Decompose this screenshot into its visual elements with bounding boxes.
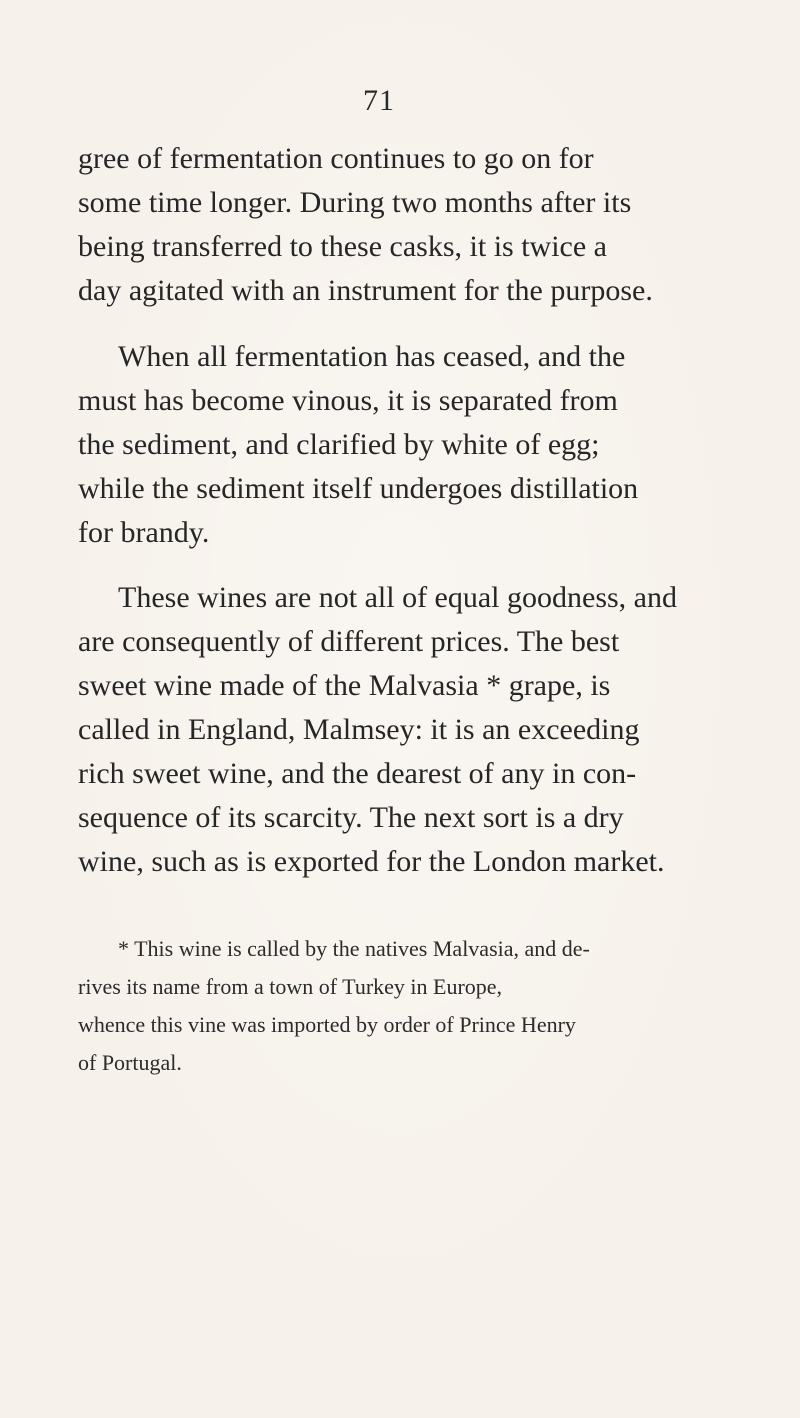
text-line: being transferred to these casks, it is twice a [78, 230, 607, 263]
text-line: sequence of its scarcity. The next sort is a dry [78, 801, 624, 834]
footnote-line: rives its name from a town of Turkey in Europe, [78, 974, 503, 999]
text-line: day agitated with an instrument for the purpose. [78, 274, 653, 307]
text-line: called in England, Malmsey: it is an exceeding [78, 713, 640, 746]
footnote-line: whence this vine was imported by order of Prince Henry [78, 1012, 576, 1037]
paragraph-wine-prices [78, 576, 680, 884]
paragraph-clarification [78, 335, 680, 555]
text-line: while the sediment itself undergoes distillation [78, 472, 639, 505]
page-number: 71 [363, 84, 395, 117]
paragraph-fermentation [78, 137, 680, 313]
text-line: rich sweet wine, and the dearest of any in con- [78, 757, 637, 790]
text-line: gree of fermentation continues to go on for [78, 142, 594, 175]
text-line: the sediment, and clarified by white of egg; [78, 428, 600, 461]
text-line: some time longer. During two months after its [78, 186, 632, 219]
text-line: sweet wine made of the Malvasia * grape, is [78, 669, 611, 702]
text-line: for brandy. [78, 516, 210, 549]
text-line: These wines are not all of equal goodness, and [118, 581, 677, 614]
text-line: wine, such as is exported for the London market. [78, 845, 665, 878]
footnote [78, 930, 680, 1082]
footnote-line: of Portugal. [78, 1050, 182, 1075]
text-line: are consequently of different prices. The best [78, 625, 620, 658]
text-line: must has become vinous, it is separated from [78, 384, 618, 417]
footnote-line: * This wine is called by the natives Malvasia, and de- [118, 936, 590, 961]
text-line: When all fermentation has ceased, and the [118, 340, 626, 373]
